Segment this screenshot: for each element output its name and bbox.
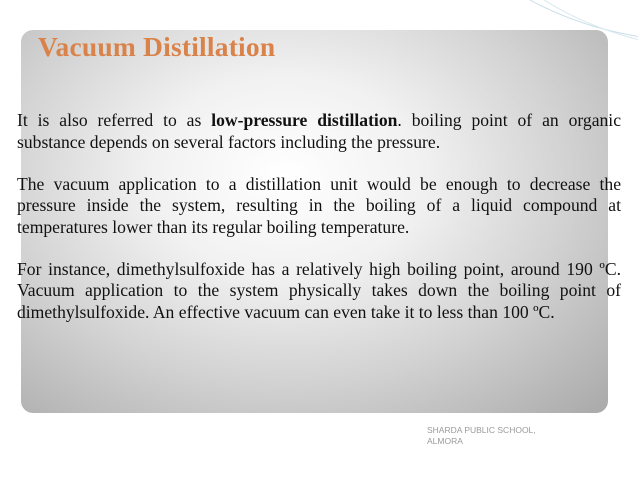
slide-title: Vacuum Distillation	[38, 31, 276, 62]
paragraph-text: . boiling point of an organic substance depends on several factors including the pressure.	[17, 110, 622, 152]
paragraph-text: It is also referred to as	[17, 110, 212, 130]
paragraph-text: For instance, dimethylsulfoxide has a relatively high boiling point, around 190 ºC. Vacuum application to the system physically takes down the boiling point of dimethylsulfoxide. An effective vacuum can even take it to less than 100 ºC.	[17, 258, 621, 322]
emphasized-term: low-pressure distillation	[211, 110, 398, 130]
body-paragraph	[17, 259, 621, 324]
slide-footer	[427, 425, 567, 447]
footer-school-name: SHARDA PUBLIC SCHOOL,	[427, 425, 536, 435]
footer-location: ALMORA	[427, 436, 463, 446]
slide-body	[17, 110, 621, 323]
body-paragraph	[17, 174, 621, 239]
body-paragraph	[17, 110, 621, 153]
paragraph-text: The vacuum application to a distillation unit would be enough to decrease the pressure inside the system, resulting in the boiling of a liquid compound at temperatures lower than its regular boiling temperature.	[17, 173, 621, 237]
